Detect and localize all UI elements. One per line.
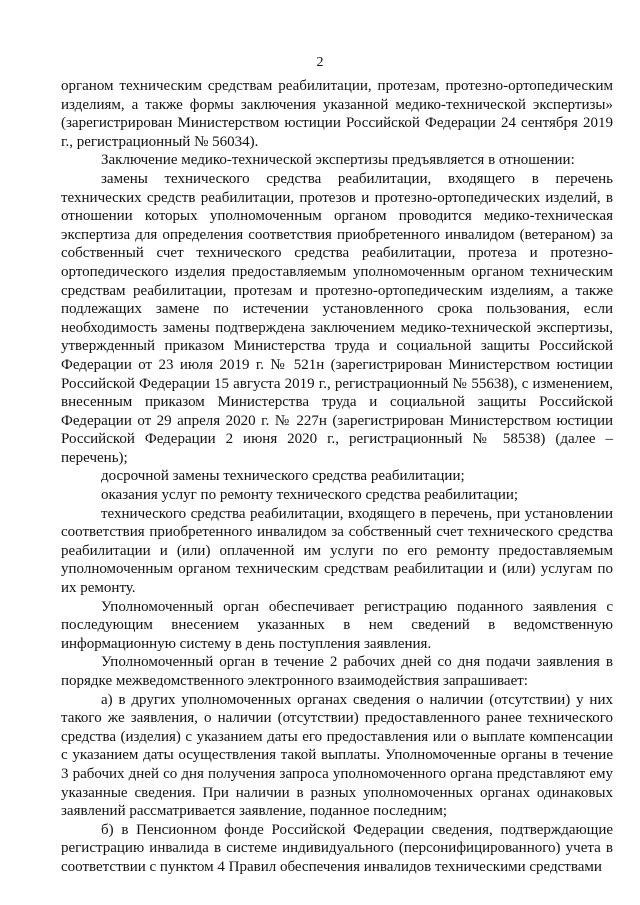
page-number: 2 <box>316 55 324 70</box>
paragraph-7: Уполномоченный орган обеспечивает регистрацию поданного заявления с последующим внесением указанных в нем сведений в ведомственную информационную систему в день поступления заявления. <box>61 598 613 652</box>
paragraph-6: технического средства реабилитации, входящего в перечень, при установлении соответствия приобретенного инвалидом за собственный счет технического средства реабилитации и (или) оплаченной им услуги по его ремонту предоставляемым уполномоченным органом техническим средствам реабилитации и (или) услугам по их ремонту. <box>61 505 613 597</box>
paragraph-5: оказания услуг по ремонту технического средства реабилитации; <box>101 487 519 504</box>
paragraph-9: а) в других уполномоченных органах сведения о наличии (отсутствии) у них такого же заявления, о наличии (отсутствии) предоставленного ранее технического средства (изделия) с указанием даты его предоставления или о выплате компенсации с указанием даты осуществления такой выплаты. Уполномоченные органы в течение 3 рабочих дней со дня получения запроса уполномоченного органа представляют ему указанные сведения. При наличии в разных уполномоченных органах одинаковых заявлений рассматривается заявление, поданное последним; <box>61 691 613 820</box>
paragraph-1: органом техническим средствам реабилитации, протезам, протезно-ортопедическим изделиям, а также формы заключения указанной медико-технической экспертизы» (зарегистрирован Министерством юстиции Российской Федерации 24 сентября 2019 г., регистрационный № 56034). <box>61 78 613 150</box>
paragraph-2: Заключение медико-технической экспертизы предъявляется в отношении: <box>101 152 575 169</box>
paragraph-8: Уполномоченный орган в течение 2 рабочих дней со дня подачи заявления в порядке межведомственного электронного взаимодействия запрашивает: <box>61 654 613 689</box>
document-body <box>61 77 613 877</box>
paragraph-3: замены технического средства реабилитации, входящего в перечень технических средств реабилитации, протезов и протезно-ортопедических изделий, в отношении которых уполномоченным органом проводится медико-техническая экспертиза для определения соответствия приобретенного инвалидом (ветераном) за собственный счет технического средства реабилитации, протеза и протезно-ортопедического изделия предоставляемым уполномоченным органом техническим средствам реабилитации, протезам и протезно-ортопедическим изделиям, а также подлежащих замене по истечении установленного срока пользования, если необходимость замены подтверждена заключением медико-технической экспертизы, утвержденный приказом Министерства труда и социальной защиты Российской Федерации от 23 июля 2019 г. № 521н (зарегистрирован Министерством юстиции Российской Федерации 15 августа 2019 г., регистрационный № 55638), с изменением, внесенным приказом Министерства труда и социальной защиты Российской Федерации от 29 апреля 2020 г. № 227н (зарегистрирован Министерством юстиции Российской Федерации 2 июня 2020 г., регистрационный № 58538) (далее – перечень); <box>61 170 613 466</box>
paragraph-4: досрочной замены технического средства реабилитации; <box>101 468 465 485</box>
paragraph-10: б) в Пенсионном фонде Российской Федерации сведения, подтверждающие регистрацию инвалида в системе индивидуального (персонифицированного) учета в соответствии с пунктом 4 Правил обеспечения инвалидов техническими средствами <box>61 821 613 875</box>
